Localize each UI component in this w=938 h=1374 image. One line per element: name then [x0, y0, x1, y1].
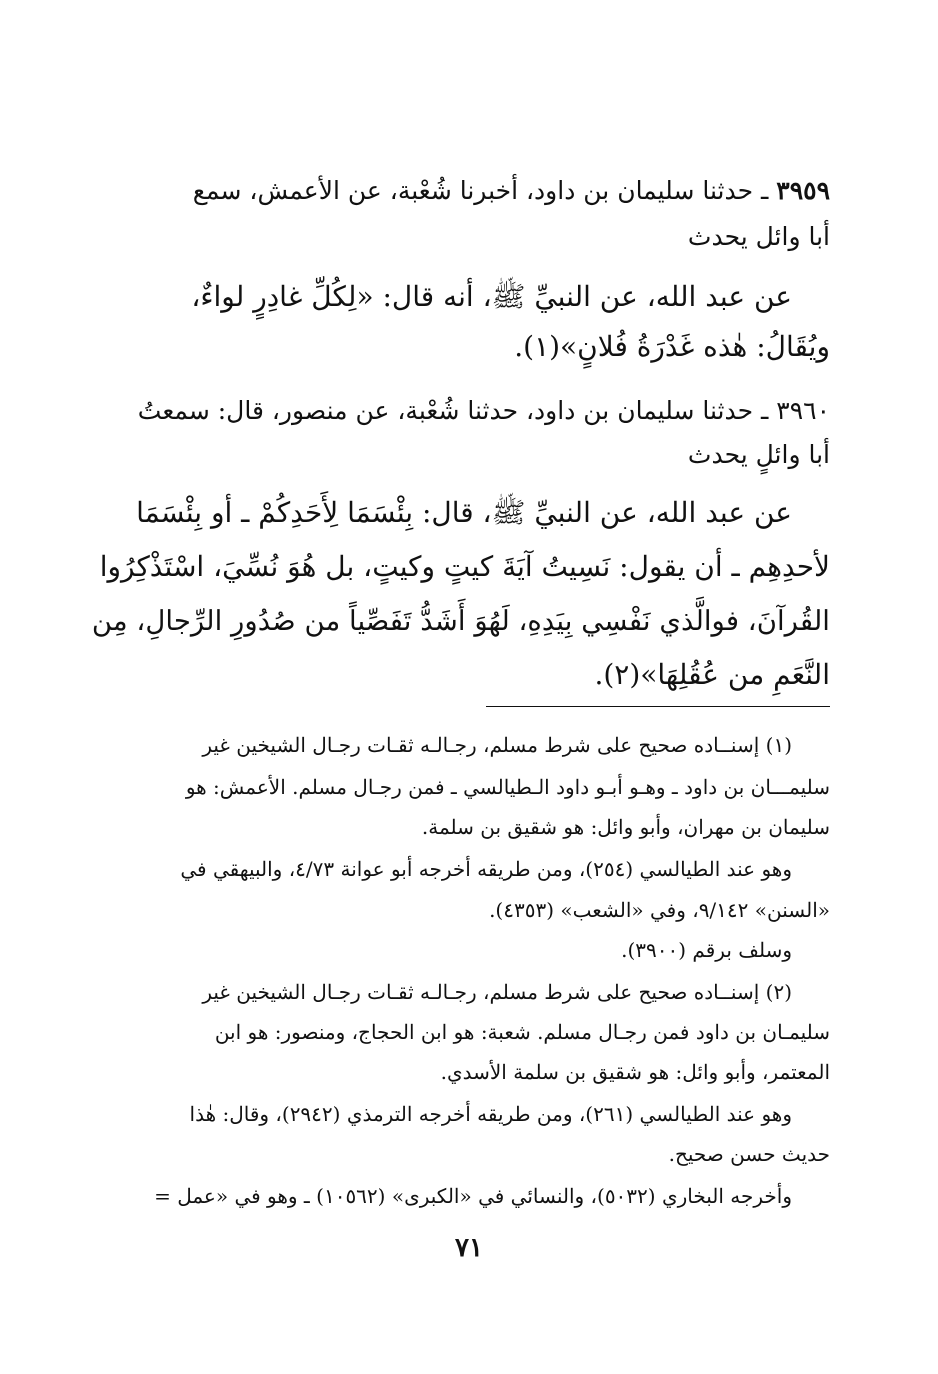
- hadith-number: ٣٩٥٩: [776, 176, 830, 205]
- hadith-3959-matn-2: ويُقَالُ: هٰذه غَدْرَةُ فُلانٍ»(١).: [514, 330, 830, 363]
- footnote-2-line-3: المعتمر، وأبو وائل: هو شقيق بن سلمة الأسدي.: [440, 1060, 830, 1084]
- page-number: ٧١: [455, 1233, 483, 1263]
- hadith-3959-line-1: [193, 176, 830, 205]
- footnote-2-line-2: سليمـان بن داود فمن رجـال مسلم. شعبة: هو ابن الحجاج، ومنصور: هو ابن: [214, 1020, 830, 1044]
- footnote-2-line-4: وهو عند الطيالسي (٢٦١)، ومن طريقه أخرجه الترمذي (٢٩٤٢)، وقال: هٰذا: [189, 1102, 792, 1126]
- footnote-1-line-1: (١) إسنــاده صحيح على شرط مسلم، رجـالـه ثقـات رجـال الشيخين غير: [202, 733, 792, 757]
- isnad-text: ـ حدثنا سليمان بن داود، أخبرنا شُعْبة، عن الأعمش، سمع: [192, 176, 769, 205]
- hadith-3960-line-1: ٣٩٦٠ ـ حدثنا سليمان بن داود، حدثنا شُعْبة، عن منصور، قال: سمعتُ: [137, 396, 830, 425]
- hadith-3960-matn-1: عن عبد الله، عن النبيِّ ﷺ، قال: بِئْسَمَا لِأَحَدِكُمْ ـ أو بِئْسَمَا: [136, 496, 792, 529]
- hadith-3960-matn-4: النَّعَمِ من عُقُلِهَا»(٢).: [594, 658, 830, 691]
- footnote-1-line-3: سليمان بن مهران، وأبو وائل: هو شقيق بن سلمة.: [421, 815, 830, 839]
- footnote-2-line-6: وأخرجه البخاري (٥٠٣٢)، والنسائي في «الكبرى» (١٠٥٦٢) ـ وهو في «عمل =: [154, 1184, 792, 1208]
- hadith-3960-matn-2: لأحدِهِم ـ أن يقول: نَسِيتُ آيَةَ كيتٍ وكيتٍ، بل هُوَ نُسِّيَ، اسْتَذْكِرُوا: [99, 550, 830, 583]
- hadith-3959-line-2: أبا وائل يحدث: [687, 222, 830, 251]
- footnote-1-line-5: «السنن» ٩/١٤٢، وفي «الشعب» (٤٣٥٣).: [489, 898, 830, 922]
- footnote-separator: [486, 706, 830, 707]
- footnote-1-line-4: وهو عند الطيالسي (٢٥٤)، ومن طريقه أخرجه أبو عوانة ٤/٧٣، والبيهقي في: [180, 857, 792, 881]
- hadith-3960-line-2: أبا وائلٍ يحدث: [687, 440, 830, 469]
- footnote-2-line-1: (٢) إسنــاده صحيح على شرط مسلم، رجـالـه ثقـات رجـال الشيخين غير: [202, 980, 792, 1004]
- hadith-3960-matn-3: القُرآنَ، فوالَّذي نَفْسِي بِيَدِهِ، لَهُوَ أَشَدُّ تَفَصِّياً من صُدُورِ الرِّجالِ، مِن: [91, 604, 830, 637]
- footnote-1-line-6: وسلف برقم (٣٩٠٠).: [621, 938, 792, 962]
- footnote-2-line-5: حديث حسن صحيح.: [668, 1142, 830, 1166]
- footnote-1-line-2: سليمـــان بن داود ـ وهـو أبـو داود الـطيالسي ـ فمن رجـال مسلم. الأعمش: هو: [185, 775, 830, 799]
- hadith-3959-matn-1: عن عبد الله، عن النبيِّ ﷺ، أنه قال: «لِكُلِّ غادِرٍ لواءٌ،: [191, 280, 792, 313]
